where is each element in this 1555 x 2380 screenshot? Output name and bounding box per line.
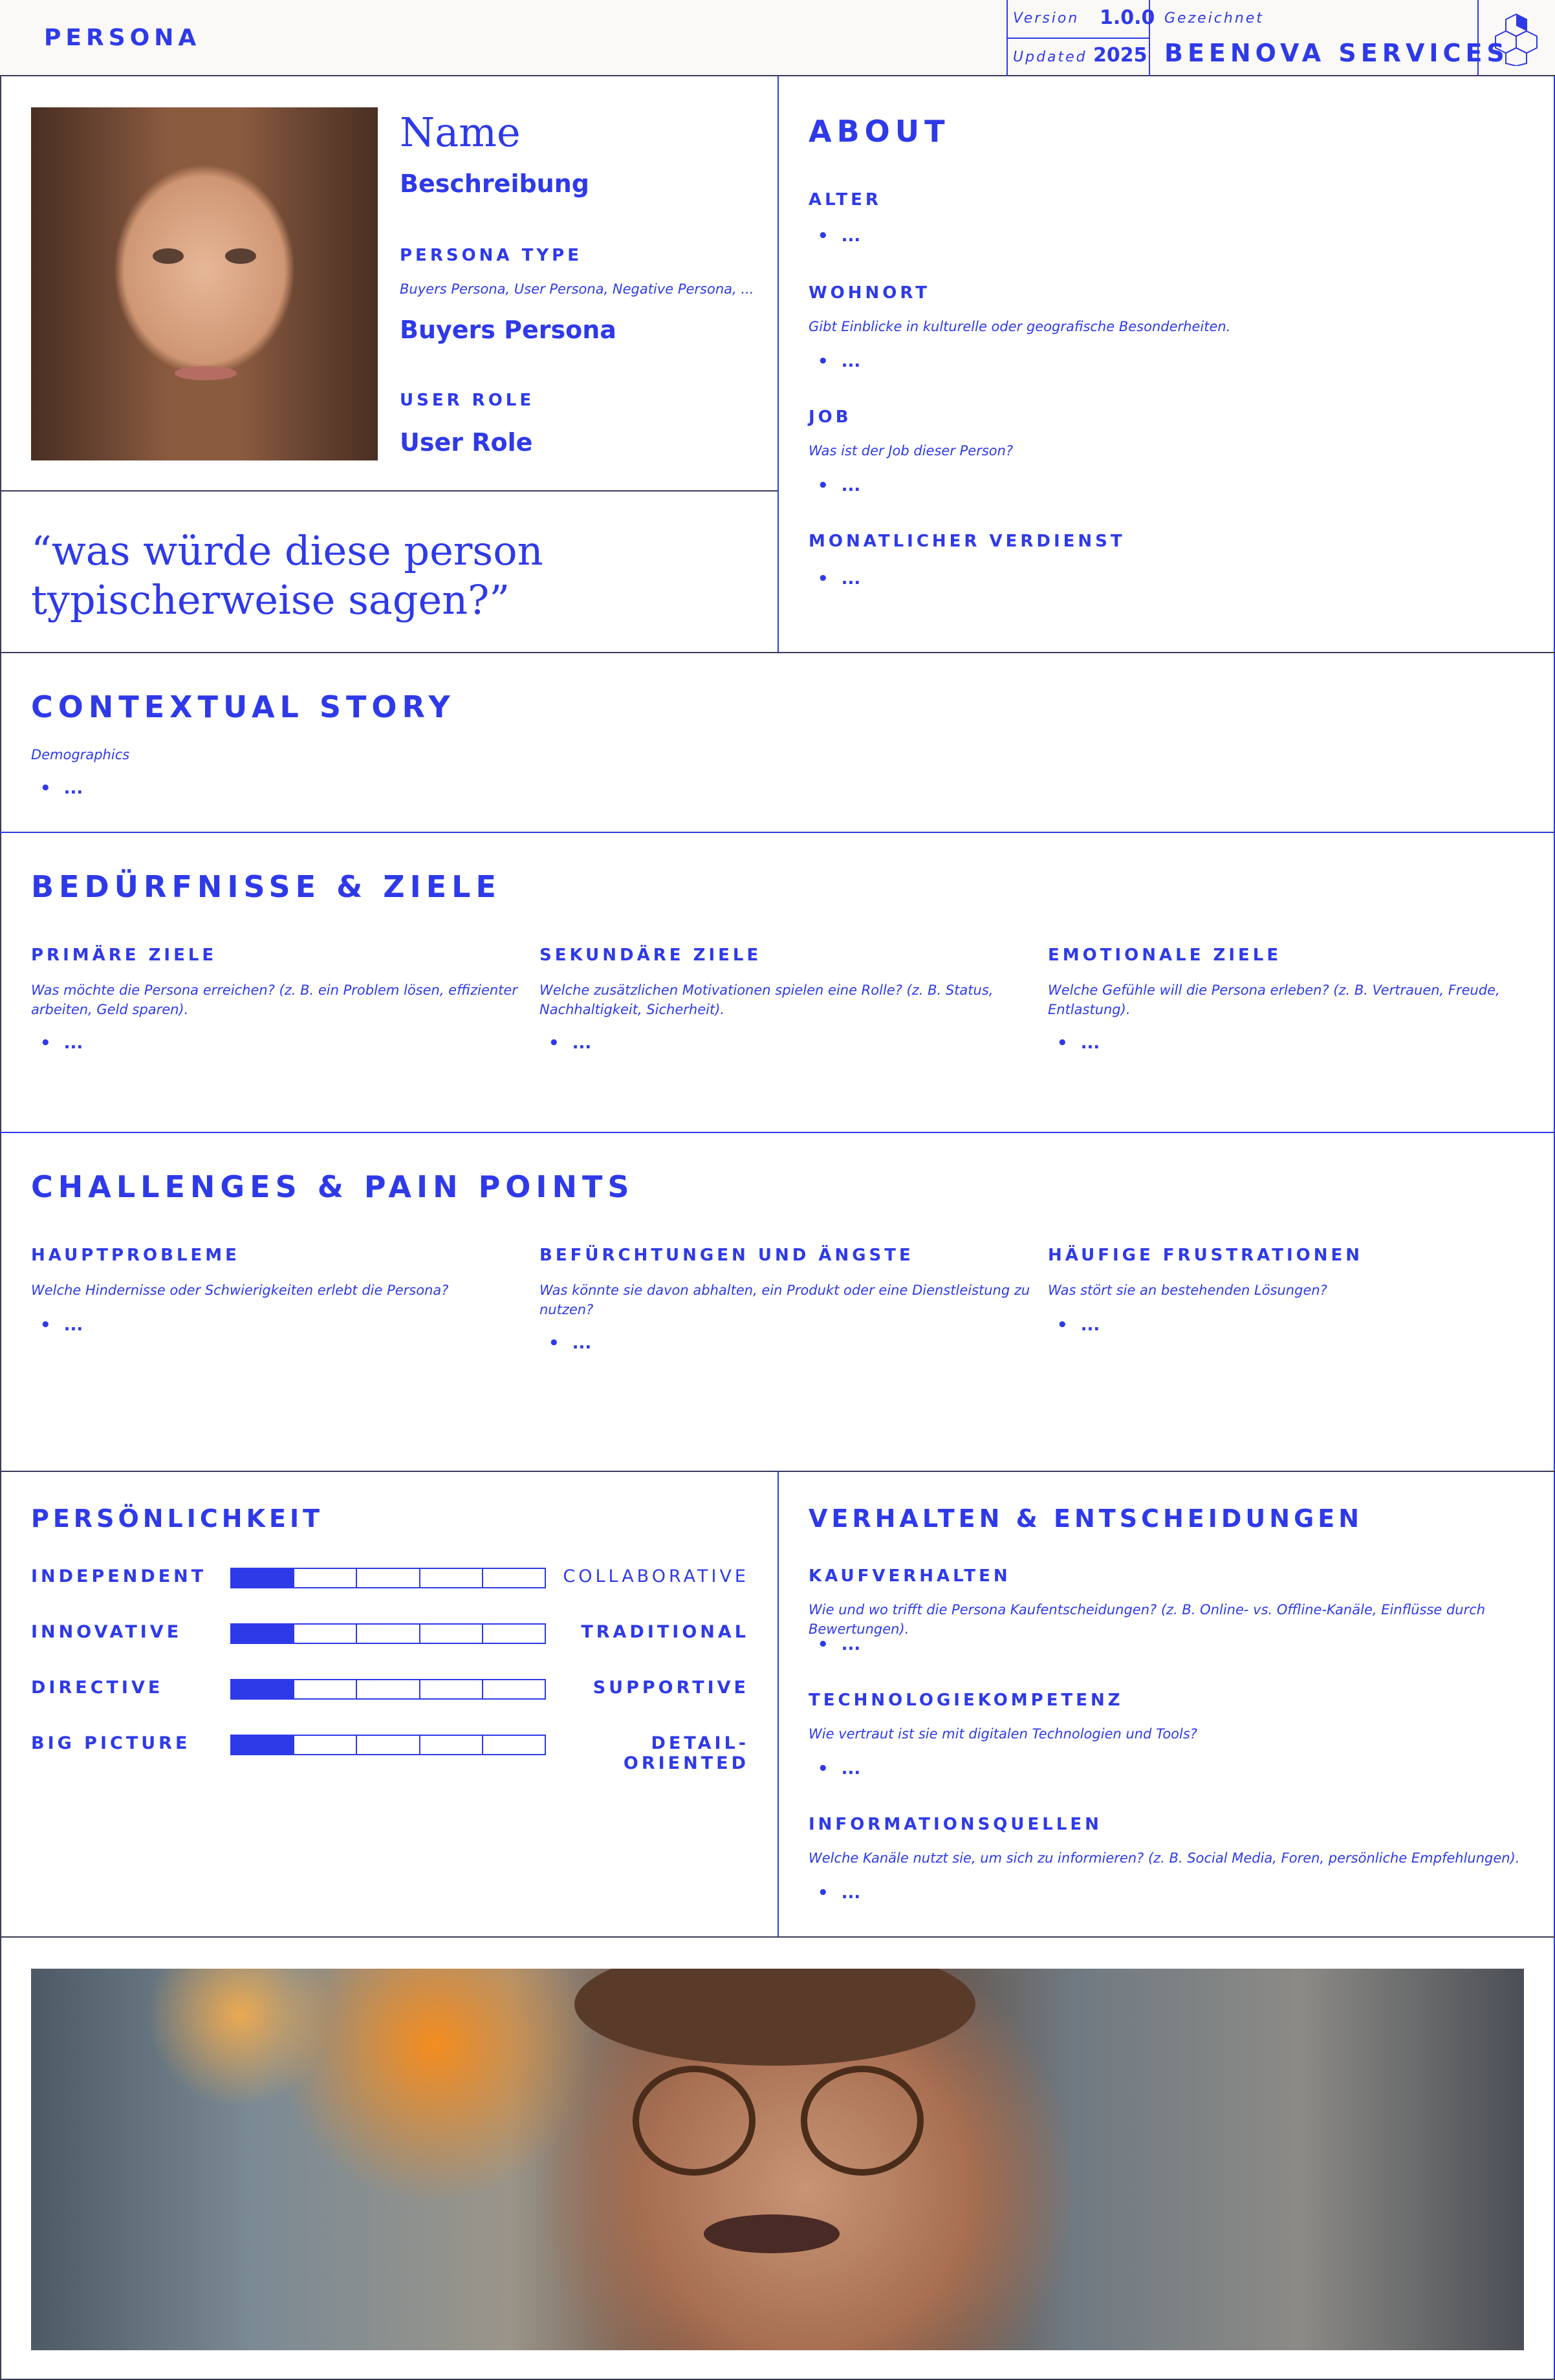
story-hint: Demographics (31, 747, 130, 763)
slider-segment[interactable] (483, 1680, 545, 1698)
needs-label-emotional: EMOTIONALE ZIELE (1048, 946, 1282, 965)
personality-slider[interactable] (230, 1623, 546, 1644)
slider-segment[interactable] (232, 1680, 294, 1698)
hint-line: nutzen? (539, 1302, 594, 1317)
slider-segment[interactable] (420, 1680, 483, 1698)
slider-segment[interactable] (420, 1736, 483, 1754)
behavior-hint-info: Welche Kanäle nutzt sie, um sich zu informieren? (z. B. Social Media, Foren, persönliche Empfehlungen). (809, 1850, 1520, 1866)
hint-line: Welche zusätzlichen Motivationen spielen eine Rolle? (z. B. Status, (539, 982, 994, 998)
divider (778, 1471, 779, 1936)
slider-segment[interactable] (232, 1569, 294, 1587)
persona-type-label: PERSONA TYPE (400, 246, 582, 265)
about-bullet: • ... (818, 569, 860, 589)
hint-line: Entlastung). (1048, 1002, 1131, 1017)
personality-title: PERSÖNLICHKEIT (31, 1504, 324, 1533)
persona-banner-photo (31, 1969, 1524, 2350)
persona-type-hint: Buyers Persona, User Persona, Negative Persona, ... (400, 281, 754, 297)
slider-segment[interactable] (483, 1625, 545, 1643)
persona-type-value: Buyers Persona (400, 316, 616, 344)
slider-left-label: INDEPENDENT (31, 1566, 207, 1586)
hint-line: Was möchte die Persona erreichen? (z. B. ein Problem lösen, effizienter (31, 982, 517, 998)
behavior-label-purchase: KAUFVERHALTEN (809, 1566, 1011, 1586)
slider-segment[interactable] (420, 1569, 483, 1587)
updated-label: Updated (1013, 49, 1087, 65)
pains-title: CHALLENGES & PAIN POINTS (31, 1169, 635, 1204)
slider-right-label: COLLABORATIVE (563, 1566, 749, 1586)
slider-segment[interactable] (420, 1625, 483, 1643)
persona-quote (31, 526, 543, 625)
persona-photo (31, 107, 378, 460)
needs-title: BEDÜRFNISSE & ZIELE (31, 869, 501, 904)
divider (778, 76, 779, 652)
slider-segment[interactable] (232, 1625, 294, 1643)
story-title: CONTEXTUAL STORY (31, 689, 455, 724)
hint-line: Was stört sie an bestehenden Lösungen? (1048, 1282, 1327, 1298)
user-role-value: User Role (400, 428, 533, 457)
slider-segment[interactable] (483, 1736, 545, 1754)
behavior-label-tech: TECHNOLOGIEKOMPETENZ (809, 1691, 1124, 1710)
slider-segment[interactable] (483, 1569, 545, 1587)
drawn-label: Gezeichnet (1164, 10, 1264, 27)
glasses-lens (633, 2066, 756, 2176)
slider-segment[interactable] (294, 1625, 357, 1643)
story-bullet: • ... (40, 779, 83, 798)
slider-left-label: BIG PICTURE (31, 1733, 191, 1753)
header-divider (1006, 38, 1149, 39)
slider-segment[interactable] (357, 1569, 420, 1587)
user-role-label: USER ROLE (400, 391, 535, 410)
behavior-hint-purchase: Wie und wo trifft die Persona Kaufentscheidungen? (z. B. Online- vs. Offline-Kanäle, Einflüsse durch Bewertungen). (809, 1602, 1486, 1637)
hint-line: Was könnte sie davon abhalten, ein Produkt oder eine Dienstleistung zu (539, 1282, 1030, 1298)
pains-label-main: HAUPTPROBLEME (31, 1246, 240, 1265)
version-label: Version (1013, 10, 1080, 27)
needs-label-primary: PRIMÄRE ZIELE (31, 946, 217, 965)
slider-segment[interactable] (294, 1736, 357, 1754)
cubes-icon (1486, 12, 1546, 66)
about-bullet: • ... (818, 352, 860, 371)
hint-line: Nachhaltigkeit, Sicherheit). (539, 1002, 725, 1017)
persona-description: Beschreibung (400, 169, 589, 198)
about-label-job: JOB (809, 407, 852, 427)
glasses-lens (801, 2066, 924, 2176)
behavior-bullet: • ... (818, 1759, 860, 1779)
slider-right-label: SUPPORTIVE (593, 1678, 749, 1698)
divider (0, 1132, 1555, 1133)
about-label-wohnort: WOHNORT (809, 283, 930, 303)
pains-label-fears: BEFÜRCHTUNGEN UND ÄNGSTE (539, 1246, 914, 1265)
persona-name: Name (400, 109, 521, 156)
pains-bullet: • ... (1057, 1315, 1100, 1335)
behavior-title: VERHALTEN & ENTSCHEIDUNGEN (809, 1504, 1364, 1533)
quote-line: “was würde diese person (31, 527, 543, 574)
slider-segment[interactable] (294, 1569, 357, 1587)
slider-segment[interactable] (357, 1625, 420, 1643)
behavior-hint-tech: Wie vertraut ist sie mit digitalen Technologien und Tools? (809, 1726, 1197, 1742)
brand-name: BEENOVA SERVICES (1164, 39, 1509, 67)
pains-hint-frustrations (1048, 1281, 1527, 1300)
slider-segment[interactable] (294, 1680, 357, 1698)
slider-right-label: TRADITIONAL (581, 1622, 749, 1642)
about-bullet: • ... (818, 476, 860, 495)
version-value: 1.0.0 (1100, 6, 1155, 29)
hint-line: Welche Hindernisse oder Schwierigkeiten erlebt die Persona? (31, 1282, 449, 1298)
needs-bullet: • ... (549, 1033, 591, 1053)
needs-label-secondary: SEKUNDÄRE ZIELE (539, 946, 762, 965)
personality-slider[interactable] (230, 1679, 546, 1700)
slider-left-label: INNOVATIVE (31, 1622, 182, 1642)
border-left (0, 76, 1, 2380)
hint-line: arbeiten, Geld sparen). (31, 1002, 189, 1017)
divider (0, 832, 1555, 833)
about-hint-wohnort: Gibt Einblicke in kulturelle oder geografische Besonderheiten. (809, 319, 1231, 334)
behavior-bullet: • ... (818, 1635, 860, 1654)
about-label-alter: ALTER (809, 190, 882, 210)
pains-label-frustrations: HÄUFIGE FRUSTRATIONEN (1048, 1246, 1364, 1265)
slider-segment[interactable] (357, 1680, 420, 1698)
slider-segment[interactable] (357, 1736, 420, 1754)
behavior-label-info: INFORMATIONSQUELLEN (809, 1815, 1102, 1834)
hint-line: Welche Gefühle will die Persona erleben? (z. B. Vertrauen, Freude, (1048, 982, 1500, 998)
needs-bullet: • ... (40, 1033, 83, 1053)
pains-hint-fears (539, 1281, 1031, 1319)
about-label-income: MONATLICHER VERDIENST (809, 532, 1125, 551)
slider-segment[interactable] (232, 1736, 294, 1754)
divider (0, 490, 778, 492)
page-title: PERSONA (44, 25, 201, 51)
about-hint-job: Was ist der Job dieser Person? (809, 443, 1014, 459)
quote-line: typischerweise sagen?” (31, 576, 510, 623)
needs-hint-secondary (539, 980, 1031, 1019)
slider-right-label: DETAIL-ORIENTED (623, 1733, 749, 1773)
about-title: ABOUT (809, 114, 950, 149)
personality-slider[interactable] (230, 1735, 546, 1755)
behavior-bullet: • ... (818, 1883, 860, 1903)
divider (0, 1936, 1555, 1938)
pains-hint-main (31, 1281, 523, 1300)
updated-value: 2025 (1093, 44, 1147, 67)
pains-bullet: • ... (549, 1334, 591, 1353)
needs-hint-primary (31, 980, 523, 1019)
divider (0, 652, 1555, 653)
personality-slider[interactable] (230, 1568, 546, 1588)
pains-bullet: • ... (40, 1315, 83, 1335)
slider-left-label: DIRECTIVE (31, 1678, 164, 1698)
needs-hint-emotional (1048, 980, 1527, 1019)
needs-bullet: • ... (1057, 1033, 1100, 1053)
about-bullet: • ... (818, 226, 860, 246)
